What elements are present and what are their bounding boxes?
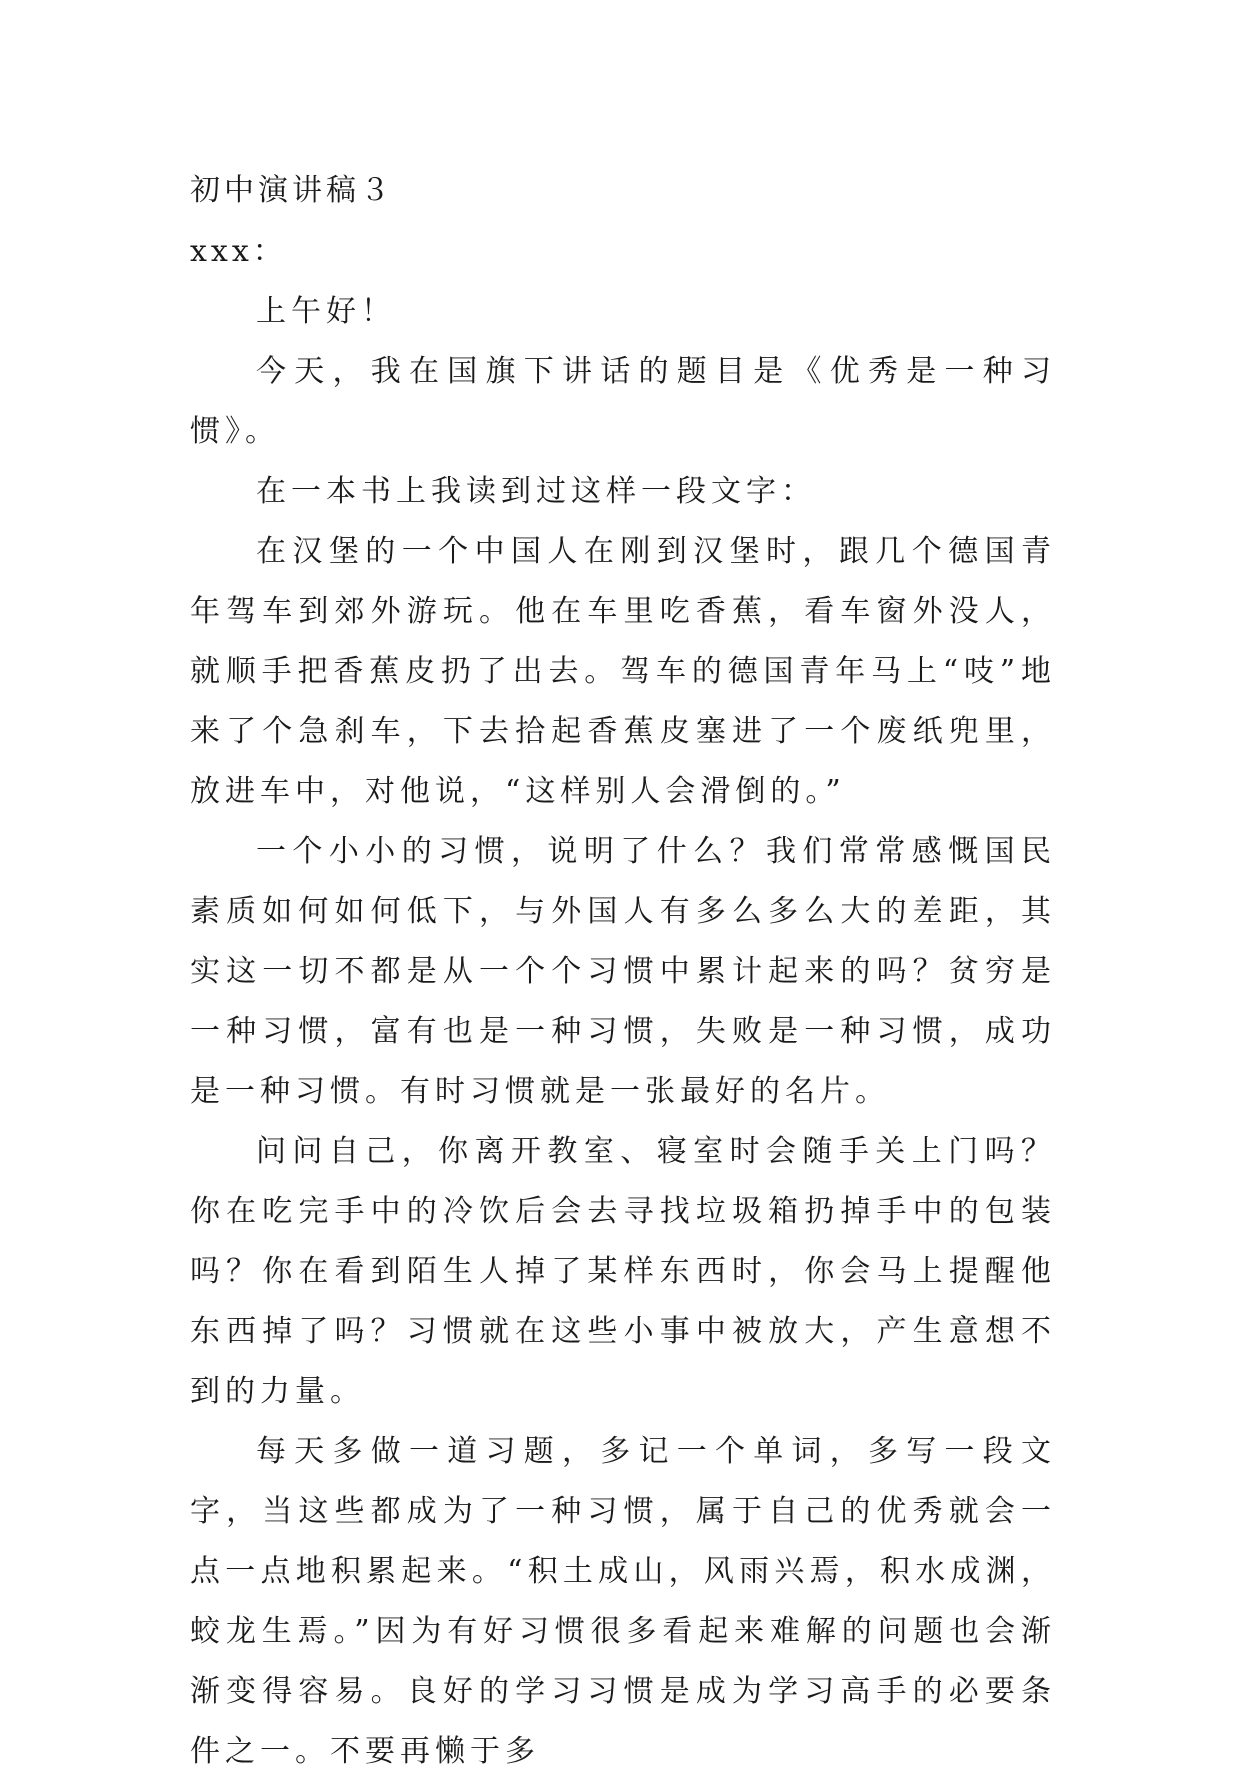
document-body [190,160,1056,1782]
paragraph-story: 在汉堡的一个中国人在刚到汉堡时，跟几个德国青年驾车到郊外游玩。他在车里吃香蕉，看车窗外没人，就顺手把香蕉皮扔了出去。驾车的德国青年马上“吱”地来了个急刹车，下去拾起香蕉皮塞进了一个废纸兜里，放进车中，对他说，“这样别人会滑倒的。” [190,534,1056,809]
paragraph-reflection: 一个小小的习惯，说明了什么？我们常常感慨国民素质如何如何低下，与外国人有多么多么大的差距，其实这一切不都是从一个个习惯中累计起来的吗？贫穷是一种习惯，富有也是一种习惯，失败是一种习惯，成功是一种习惯。有时习惯就是一张最好的名片。 [190,834,1056,1109]
salutation: xxx： [190,234,287,269]
paragraph-questions: 问问自己，你离开教室、寝室时会随手关上门吗？你在吃完手中的冷饮后会去寻找垃圾箱扔掉手中的包装吗？你在看到陌生人掉了某样东西时，你会马上提醒他东西掉了吗？习惯就在这些小事中被放大，产生意想不到的力量。 [190,1134,1056,1409]
document-title: 初中演讲稿３ [190,173,394,208]
paragraph-topic: 今天，我在国旗下讲话的题目是《优秀是一种习惯》。 [190,354,1056,449]
paragraph-intro: 在一本书上我读到过这样一段文字： [256,474,816,509]
paragraph-greeting: 上午好！ [256,294,396,329]
paragraph-study-habits: 每天多做一道习题，多记一个单词，多写一段文字，当这些都成为了一种习惯，属于自己的优秀就会一点一点地积累起来。“积土成山，风雨兴焉，积水成渊，蛟龙生焉。”因为有好习惯很多看起来难解的问题也会渐渐变得容易。良好的学习习惯是成为学习高手的必要条件之一。不要再懒于多 [190,1434,1056,1769]
